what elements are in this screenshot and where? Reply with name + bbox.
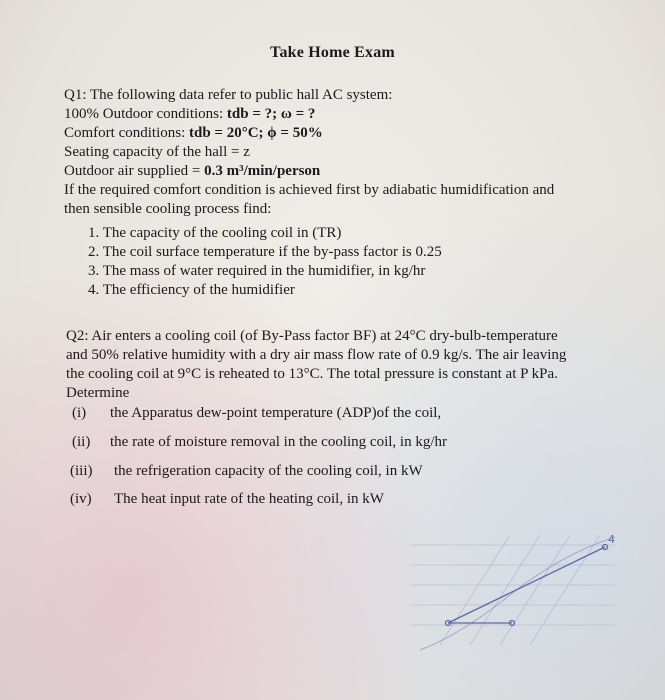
q1-item-number: 3. <box>88 263 100 279</box>
q1-list-item <box>88 262 425 280</box>
q1-item-number: 4. <box>88 282 100 298</box>
page-title: Take Home Exam <box>270 44 395 61</box>
q1-intro: Q1: The following data refer to public hall AC system: <box>64 87 393 103</box>
q1-list-item <box>88 243 442 261</box>
q1-item-number: 2. <box>88 244 100 260</box>
q1-statement-line-1: If the required comfort condition is achieved first by adiabatic humidification and <box>64 182 555 198</box>
q2-item-number: (iii) <box>70 463 93 479</box>
q2-list-item <box>72 404 441 422</box>
q1-air-supplied <box>64 162 320 180</box>
q2-item-text: The heat input rate of the heating coil, in kW <box>114 491 384 507</box>
q2-list-item <box>72 433 447 451</box>
q1-outdoor-prefix: 100% Outdoor conditions: <box>64 106 224 122</box>
q1-item-number: 1. <box>88 225 100 241</box>
q2-item-number: (ii) <box>72 434 91 450</box>
q1-air-prefix: Outdoor air supplied = <box>64 163 201 179</box>
saturation-curve <box>420 537 615 650</box>
q1-comfort-values: tdb = 20°C; ϕ = 50% <box>189 125 323 141</box>
q1-list-item <box>88 281 295 299</box>
psychrometric-chart-sketch <box>400 525 625 655</box>
q1-item-text: The capacity of the cooling coil in (TR) <box>102 225 342 241</box>
q1-seating: Seating capacity of the hall = z <box>64 144 250 160</box>
q2-item-text: the refrigeration capacity of the cooling coil, in kW <box>114 463 423 479</box>
chart-grid <box>410 535 615 645</box>
q2-list-item <box>70 462 423 480</box>
q2-line-3: the cooling coil at 9°C is reheated to 13°C. The total pressure is constant at P kPa. <box>66 366 558 382</box>
q2-line-1: Q2: Air enters a cooling coil (of By-Pass factor BF) at 24°C dry-bulb-temperature <box>66 328 558 344</box>
q2-item-text: the rate of moisture removal in the cooling coil, in kg/hr <box>110 434 447 450</box>
state-point-label: 4 <box>608 533 615 546</box>
q1-item-text: The mass of water required in the humidifier, in kg/hr <box>102 263 426 279</box>
q1-outdoor-conditions <box>64 105 315 123</box>
q1-comfort-conditions <box>64 124 323 142</box>
q1-list-item <box>88 224 341 242</box>
q2-item-text: the Apparatus dew-point temperature (ADP)of the coil, <box>110 405 442 421</box>
q1-outdoor-values: tdb = ?; ω = ? <box>226 106 316 122</box>
q1-air-value: 0.3 m³/min/person <box>204 163 321 179</box>
q2-line-2: and 50% relative humidity with a dry air mass flow rate of 0.9 kg/s. The air leaving <box>66 347 567 363</box>
q2-item-number: (iv) <box>70 491 92 507</box>
q2-item-number: (i) <box>72 405 87 421</box>
q2-list-item <box>70 490 384 508</box>
q1-statement-line-2: then sensible cooling process find: <box>64 201 272 217</box>
q1-item-text: The efficiency of the humidifier <box>102 282 295 298</box>
q1-comfort-prefix: Comfort conditions: <box>64 125 186 141</box>
q1-item-text: The coil surface temperature if the by-pass factor is 0.25 <box>102 244 442 260</box>
q2-line-4: Determine <box>66 385 130 401</box>
